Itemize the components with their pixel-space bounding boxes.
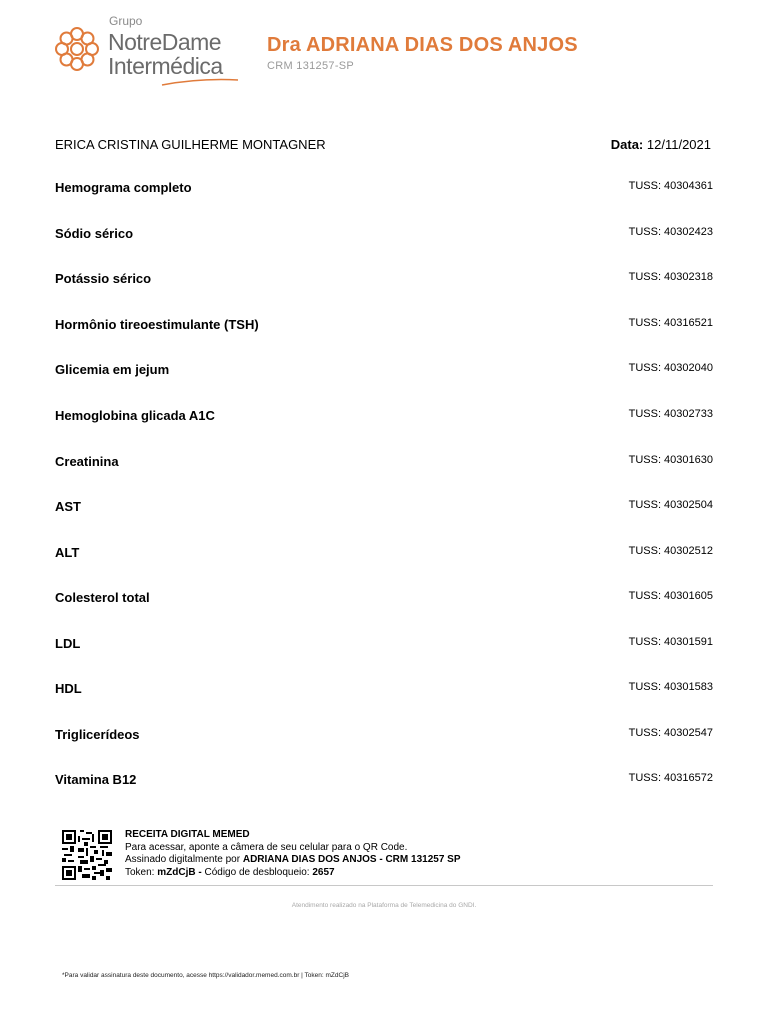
validation-footnote: *Para validar assinatura deste documento, acesse https://validador.memed.com.br | Token: mZdCjB	[62, 972, 349, 979]
exam-name: Sódio sérico	[55, 226, 134, 241]
exam-name: ALT	[55, 545, 80, 560]
exam-tuss-code: TUSS: 40316521	[628, 317, 713, 329]
exam-name: Vitamina B12	[55, 772, 137, 787]
exam-row	[0, 180, 768, 200]
exam-tuss-code: TUSS: 40302040	[628, 362, 713, 374]
exam-row	[0, 772, 768, 792]
exam-row	[0, 545, 768, 565]
exam-row	[0, 681, 768, 701]
signature-token-line	[125, 867, 461, 880]
doctor-crm: CRM 131257-SP	[267, 60, 355, 72]
exam-tuss-code: TUSS: 40301605	[628, 590, 713, 602]
exam-name: Glicemia em jejum	[55, 362, 170, 377]
exam-tuss-code: TUSS: 40302423	[628, 226, 713, 238]
token-value: mZdCjB -	[157, 866, 202, 878]
exam-name: Colesterol total	[55, 590, 150, 605]
platform-note: Atendimento realizado na Plataforma de Telemedicina do GNDI.	[291, 902, 477, 909]
exam-name: LDL	[55, 636, 81, 651]
exam-row	[0, 226, 768, 246]
exam-row	[0, 636, 768, 656]
qr-code-icon[interactable]	[62, 830, 112, 880]
exam-tuss-code: TUSS: 40301630	[628, 454, 713, 466]
exam-tuss-code: TUSS: 40301591	[628, 636, 713, 648]
prescription-date	[611, 137, 711, 152]
notredame-logo-icon	[52, 24, 102, 74]
unlock-label: Código de desbloqueio:	[201, 866, 313, 878]
exam-tuss-code: TUSS: 40302733	[628, 408, 713, 420]
doctor-name: Dra ADRIANA DIAS DOS ANJOS	[267, 34, 578, 56]
logo-brand-line1: NotreDame	[108, 29, 222, 55]
exam-name: HDL	[55, 681, 82, 696]
signature-title: RECEITA DIGITAL MEMED	[125, 829, 250, 840]
exam-row	[0, 590, 768, 610]
exam-tuss-code: TUSS: 40302547	[628, 727, 713, 739]
exam-row	[0, 362, 768, 382]
divider	[55, 885, 713, 886]
exam-tuss-code: TUSS: 40316572	[628, 772, 713, 784]
exam-row	[0, 408, 768, 428]
exam-row	[0, 727, 768, 747]
unlock-code: 2657	[312, 866, 335, 878]
date-label: Data:	[610, 137, 644, 152]
exam-row	[0, 271, 768, 291]
exam-name: Creatinina	[55, 454, 119, 469]
exam-name: Hemoglobina glicada A1C	[55, 408, 215, 423]
patient-name: ERICA CRISTINA GUILHERME MONTAGNER	[55, 137, 326, 152]
exam-tuss-code: TUSS: 40302318	[628, 271, 713, 283]
signature-instruction: Para acessar, aponte a câmera de seu celular para o QR Code.	[125, 841, 408, 853]
logo-swoosh-icon	[160, 76, 240, 88]
exam-name: Potássio sérico	[55, 271, 152, 286]
exam-name: AST	[55, 499, 81, 514]
exam-row	[0, 454, 768, 474]
exam-row	[0, 499, 768, 519]
exam-name: Hemograma completo	[55, 180, 192, 195]
signature-block	[125, 829, 461, 879]
logo-brand-line2: Intermédica	[108, 53, 223, 79]
exam-row	[0, 317, 768, 337]
exam-tuss-code: TUSS: 40301583	[628, 681, 713, 693]
exam-tuss-code: TUSS: 40302504	[628, 499, 713, 511]
date-value: 12/11/2021	[646, 137, 711, 152]
signed-by: ADRIANA DIAS DOS ANJOS - CRM 131257 SP	[242, 854, 461, 865]
logo-grupo-text: Grupo	[109, 14, 143, 28]
exam-tuss-code: TUSS: 40302512	[628, 545, 713, 557]
exam-name: Hormônio tireoestimulante (TSH)	[55, 317, 259, 332]
signature-signed-line	[125, 854, 461, 867]
exam-name: Triglicerídeos	[55, 727, 140, 742]
signed-prefix: Assinado digitalmente por	[125, 854, 243, 865]
token-label: Token:	[125, 866, 158, 878]
exam-tuss-code: TUSS: 40304361	[628, 180, 713, 192]
